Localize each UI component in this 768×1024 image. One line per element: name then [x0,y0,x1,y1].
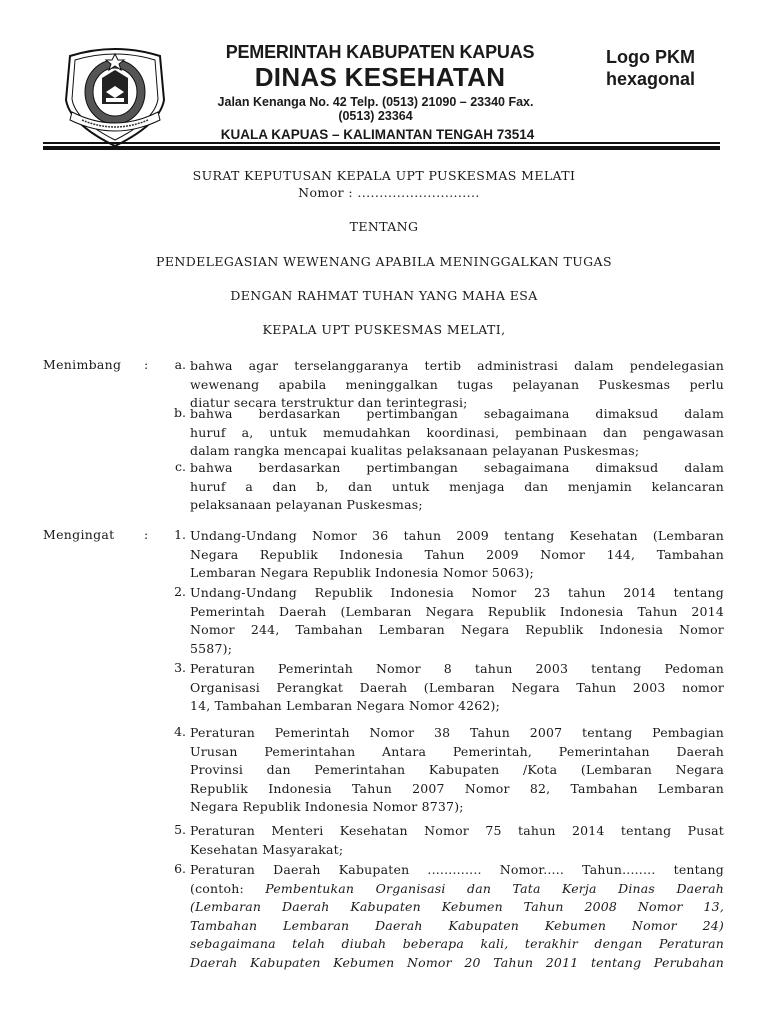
item-line-prefix: (contoh: [190,880,266,896]
item-line: Peraturan Pemerintah Nomor 8 tahun 2003 tentang Pedoman [190,661,724,676]
decree-subject: PENDELEGASIAN WEWENANG APABILA MENINGGALKAN TUGAS [156,254,612,269]
logo-pkm-placeholder [606,46,726,90]
item-line: Nomor 244, Tambahan Lembaran Negara Republik Indonesia Nomor [190,622,724,637]
item-text [190,822,724,859]
item-line: bahwa berdasarkan pertimbangan sebagaimana dimaksud dalam [190,460,724,475]
letterhead-rule-thin [43,142,720,144]
item-line: huruf a, untuk memudahkan koordinasi, pembinaan dan pengawasan [190,424,724,440]
item-line: sebagaimana telah diubah beberapa kali, terakhir dengan Peraturan [190,936,724,951]
item-line: diatur secara terstruktur dan terintegrasi; [190,395,468,410]
menimbang-colon: : [144,357,149,372]
item-marker: 6. [174,861,186,876]
logo-placeholder-line-2: hexagonal [606,69,696,89]
item-text [190,584,724,658]
item-text [190,724,724,817]
item-marker: 1. [174,527,186,542]
item-line: Republik Indonesia Tahun 2007 Nomor 82, Tambahan Lembaran [190,780,724,796]
mengingat-label: Mengingat [43,527,115,542]
item-line: Lembaran Negara Republik Indonesia Nomor 5063); [190,565,534,580]
blessing-line: DENGAN RAHMAT TUHAN YANG MAHA ESA [230,288,538,303]
address-line-2: (0513) 23364 [338,109,413,123]
item-line [190,880,724,899]
item-line: Undang-Undang Nomor 36 tahun 2009 tentang Kesehatan (Lembaran [190,528,724,543]
item-line: huruf a dan b, dan untuk menjaga dan menjamin kelancaran [190,478,724,494]
item-marker: 3. [174,660,186,675]
letterhead-city: KUALA KAPUAS – KALIMANTAN TENGAH 73514 [220,127,535,142]
logo-placeholder-line-1: Logo PKM [606,47,695,67]
item-marker: a. [174,357,186,372]
about-label: TENTANG [349,219,419,234]
item-text [190,861,724,972]
item-line: wewenang apabila meninggalkan tugas pelayanan Puskesmas perlu [190,376,724,392]
item-marker: 4. [174,724,186,739]
regency-emblem-icon [60,42,170,148]
item-line: Daerah Kabupaten Kebumen Nomor 20 Tahun 2011 tentang Perubahan [190,954,724,970]
item-line: Organisasi Perangkat Daerah (Lembaran Negara Tahun 2003 nomor [190,679,724,695]
item-text [190,405,724,461]
decree-number: Nomor : ............................ [298,185,480,200]
item-line: Negara Republik Indonesia Nomor 8737); [190,799,464,814]
menimbang-label: Menimbang [43,357,122,372]
item-line: Tambahan Lembaran Daerah Kabupaten Kebumen Nomor 24) [190,917,724,933]
item-line: Pemerintah Daerah (Lembaran Negara Republik Indonesia Tahun 2014 [190,603,724,619]
item-line: Peraturan Pemerintah Nomor 38 Tahun 2007 tentang Pembagian [190,725,724,740]
item-line: bahwa berdasarkan pertimbangan sebagaimana dimaksud dalam [190,406,724,421]
letterhead-rule-thick [43,146,720,150]
letterhead-address [188,95,563,123]
item-line: Peraturan Menteri Kesehatan Nomor 75 tahun 2014 tentang Pusat [190,823,724,838]
item-line: Provinsi dan Pemerintahan Kabupaten /Kota (Lembaran Negara [190,762,724,777]
item-line: Negara Republik Indonesia Tahun 2009 Nomor 144, Tambahan [190,546,724,562]
item-line: bahwa agar terselanggaranya tertib administrasi dalam pendelegasian [190,358,724,373]
item-line: 14, Tambahan Lembaran Negara Nomor 4262); [190,698,501,713]
issuer-line: KEPALA UPT PUSKESMAS MELATI, [262,322,506,337]
item-text [190,527,724,583]
item-marker: b. [174,405,186,420]
item-text [190,660,724,716]
item-line-italic: Pembentukan Organisasi dan Tata Kerja Dinas Daerah [265,880,724,896]
item-marker: 2. [174,584,186,599]
item-line: pelaksanaan pelayanan Puskesmas; [190,497,423,512]
item-marker: 5. [174,822,186,837]
mengingat-colon: : [144,527,149,542]
item-line: Undang-Undang Republik Indonesia Nomor 23 tahun 2014 tentang [190,585,724,600]
letterhead-government: PEMERINTAH KABUPATEN KAPUAS [225,42,535,62]
letterhead-agency: DINAS KESEHATAN [254,62,506,92]
item-line: (Lembaran Daerah Kabupaten Kebumen Tahun 2008 Nomor 13, [190,899,724,914]
item-line: dalam rangka mencapai kualitas pelaksanaan pelayanan Puskesmas; [190,443,640,458]
item-line: Kesehatan Masyarakat; [190,841,344,857]
address-line-1: Jalan Kenanga No. 42 Telp. (0513) 21090 – 23340 Fax. [217,95,534,109]
item-marker: c. [175,459,186,474]
item-line: 5587); [190,640,233,656]
item-text [190,459,724,515]
decree-title: SURAT KEPUTUSAN KEPALA UPT PUSKESMAS MELATI [192,168,576,183]
item-line: Peraturan Daerah Kabupaten ............. Nomor..... Tahun........ tentang [190,862,724,877]
item-line: Urusan Pemerintahan Antara Pemerintah, Pemerintahan Daerah [190,743,724,759]
